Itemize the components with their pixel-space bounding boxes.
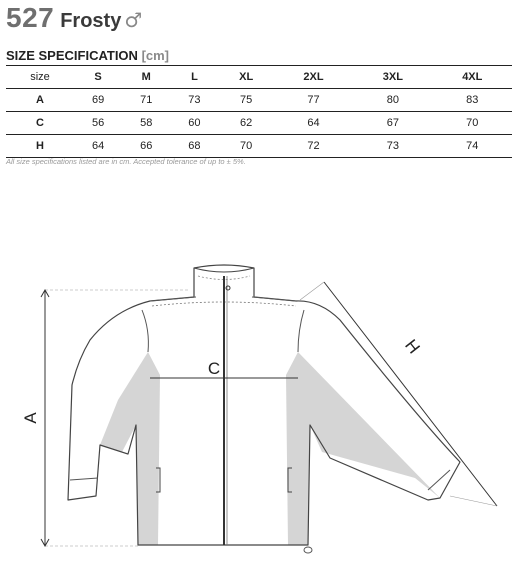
table-cell: 66 <box>122 135 170 158</box>
h-top-tick <box>300 282 324 300</box>
product-name: Frosty <box>60 10 122 32</box>
jacket-diagram <box>0 248 515 562</box>
table-cell: 70 <box>219 135 274 158</box>
column-header: S <box>74 66 122 89</box>
table-cell: 72 <box>274 135 353 158</box>
table-header-row <box>6 66 512 89</box>
table-cell: 74 <box>433 135 512 158</box>
table-cell: 67 <box>353 112 432 135</box>
column-header: L <box>170 66 218 89</box>
column-header: 4XL <box>433 66 512 89</box>
table-cell: 83 <box>433 89 512 112</box>
table-cell: 68 <box>170 135 218 158</box>
table-row <box>6 135 512 158</box>
column-header: 3XL <box>353 66 432 89</box>
section-title-unit: [cm] <box>141 48 170 63</box>
table-cell: 58 <box>122 112 170 135</box>
section-title-text: SIZE SPECIFICATION <box>6 48 138 63</box>
product-header <box>6 2 142 36</box>
model-number: 527 <box>6 2 55 33</box>
shoulder-seam-left <box>142 297 196 352</box>
table-cell: 75 <box>219 89 274 112</box>
column-header: M <box>122 66 170 89</box>
table-cell: 73 <box>353 135 432 158</box>
table-cell: 62 <box>219 112 274 135</box>
table-cell: 64 <box>74 135 122 158</box>
hem-toggle <box>304 547 312 553</box>
size-table <box>6 65 512 158</box>
table-cell: 70 <box>433 112 512 135</box>
table-cell: 73 <box>170 89 218 112</box>
column-header: size <box>6 66 74 89</box>
collar-fold <box>194 268 254 272</box>
column-header: XL <box>219 66 274 89</box>
row-label: A <box>6 89 74 112</box>
table-row <box>6 112 512 135</box>
section-title <box>6 48 169 63</box>
table-cell: 64 <box>274 112 353 135</box>
male-symbol-icon: ♂ <box>124 8 143 32</box>
column-header: 2XL <box>274 66 353 89</box>
row-label: H <box>6 135 74 158</box>
shoulder-seam-right <box>252 297 304 352</box>
tolerance-note: All size specifications listed are in cm. Accepted tolerance of up to ± 5%. <box>6 157 246 166</box>
h-label: H <box>401 335 424 358</box>
row-label: C <box>6 112 74 135</box>
a-label: A <box>21 412 40 424</box>
table-cell: 71 <box>122 89 170 112</box>
left-cuff <box>70 478 98 480</box>
table-cell: 69 <box>74 89 122 112</box>
table-cell: 60 <box>170 112 218 135</box>
table-cell: 56 <box>74 112 122 135</box>
c-label: C <box>207 359 221 378</box>
table-row <box>6 89 512 112</box>
table-cell: 77 <box>274 89 353 112</box>
table-cell: 80 <box>353 89 432 112</box>
